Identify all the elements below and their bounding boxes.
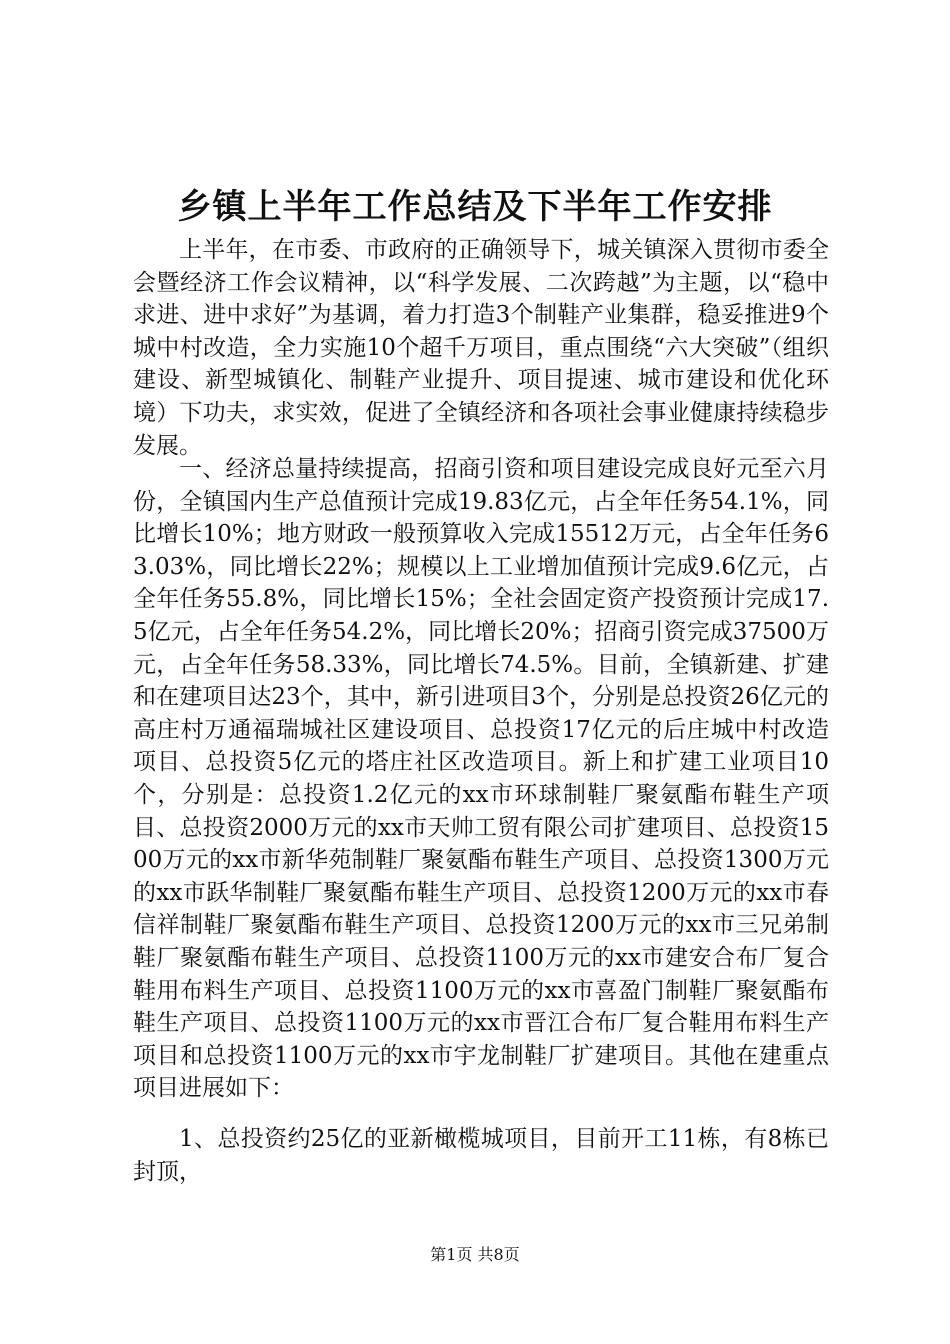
page-footer: 第1页 共8页 — [430, 1245, 520, 1264]
document-title: 乡镇上半年工作总结及下半年工作安排 — [177, 187, 773, 227]
paragraph-intro: 上半年，在市委、市政府的正确领导下，城关镇深入贯彻市委全会暨经济工作会议精神，以“科学发展、二次跨越”为主题，以“稳中求进、进中求好”为基调，着力打造3个制鞋产业集群，稳妥推进9个城中村改造，全力实施10个超千万项目，重点围绕“六大突破”（组织建设、新型城镇化、制鞋产业提升、项目提速、城市建设和优化环境）下功夫，求实效，促进了全镇经济和各项社会事业健康持续稳步发展。 — [133, 237, 829, 459]
paragraph-project-1: 1、总投资约25亿的亚新橄榄城项目，目前开工11栋，有8栋已封顶， — [133, 1126, 829, 1185]
paragraph-economy: 一、经济总量持续提高，招商引资和项目建设完成良好元至六月份，全镇国内生产总值预计完成19.83亿元，占全年任务54.1%，同比增长10%；地方财政一般预算收入完成15512万元，占全年任务63.03%，同比增长22%；规模以上工业增加值预计完成9.6亿元，占全年任务55.8%，同比增长15%；全社会固定资产投资预计完成17.5亿元，占全年任务54.2%，同比增长20%；招商引资完成37500万元，占全年任务58.33%，同比增长74.5%。目前，全镇新建、扩建和在建项目达23个，其中，新引进项目3个，分别是总投资26亿元的高庄村万通福瑞城社区建设项目、总投资17亿元的后庄城中村改造项目、总投资5亿元的塔庄社区改造项目。新上和扩建工业项目10个，分别是：总投资1.2亿元的xx市环球制鞋厂聚氨酯布鞋生产项目、总投资2000万元的xx市天帅工贸有限公司扩建项目、总投资1500万元的xx市新华苑制鞋厂聚氨酯布鞋生产项目、总投资1300万元的xx市跃华制鞋厂聚氨酯布鞋生产项目、总投资1200万元的xx市春信祥制鞋厂聚氨酯布鞋生产项目、总投资1200万元的xx市三兄弟制鞋厂聚氨酯布鞋生产项目、总投资1100万元的xx市建安合布厂复合鞋用布料生产项目、总投资1100万元的xx市喜盈门制鞋厂聚氨酯布鞋生产项目、总投资1100万元的xx市晋江合布厂复合鞋用布料生产项目和总投资1100万元的xx市宇龙制鞋厂扩建项目。其他在建重点项目进展如下： — [133, 456, 829, 1102]
